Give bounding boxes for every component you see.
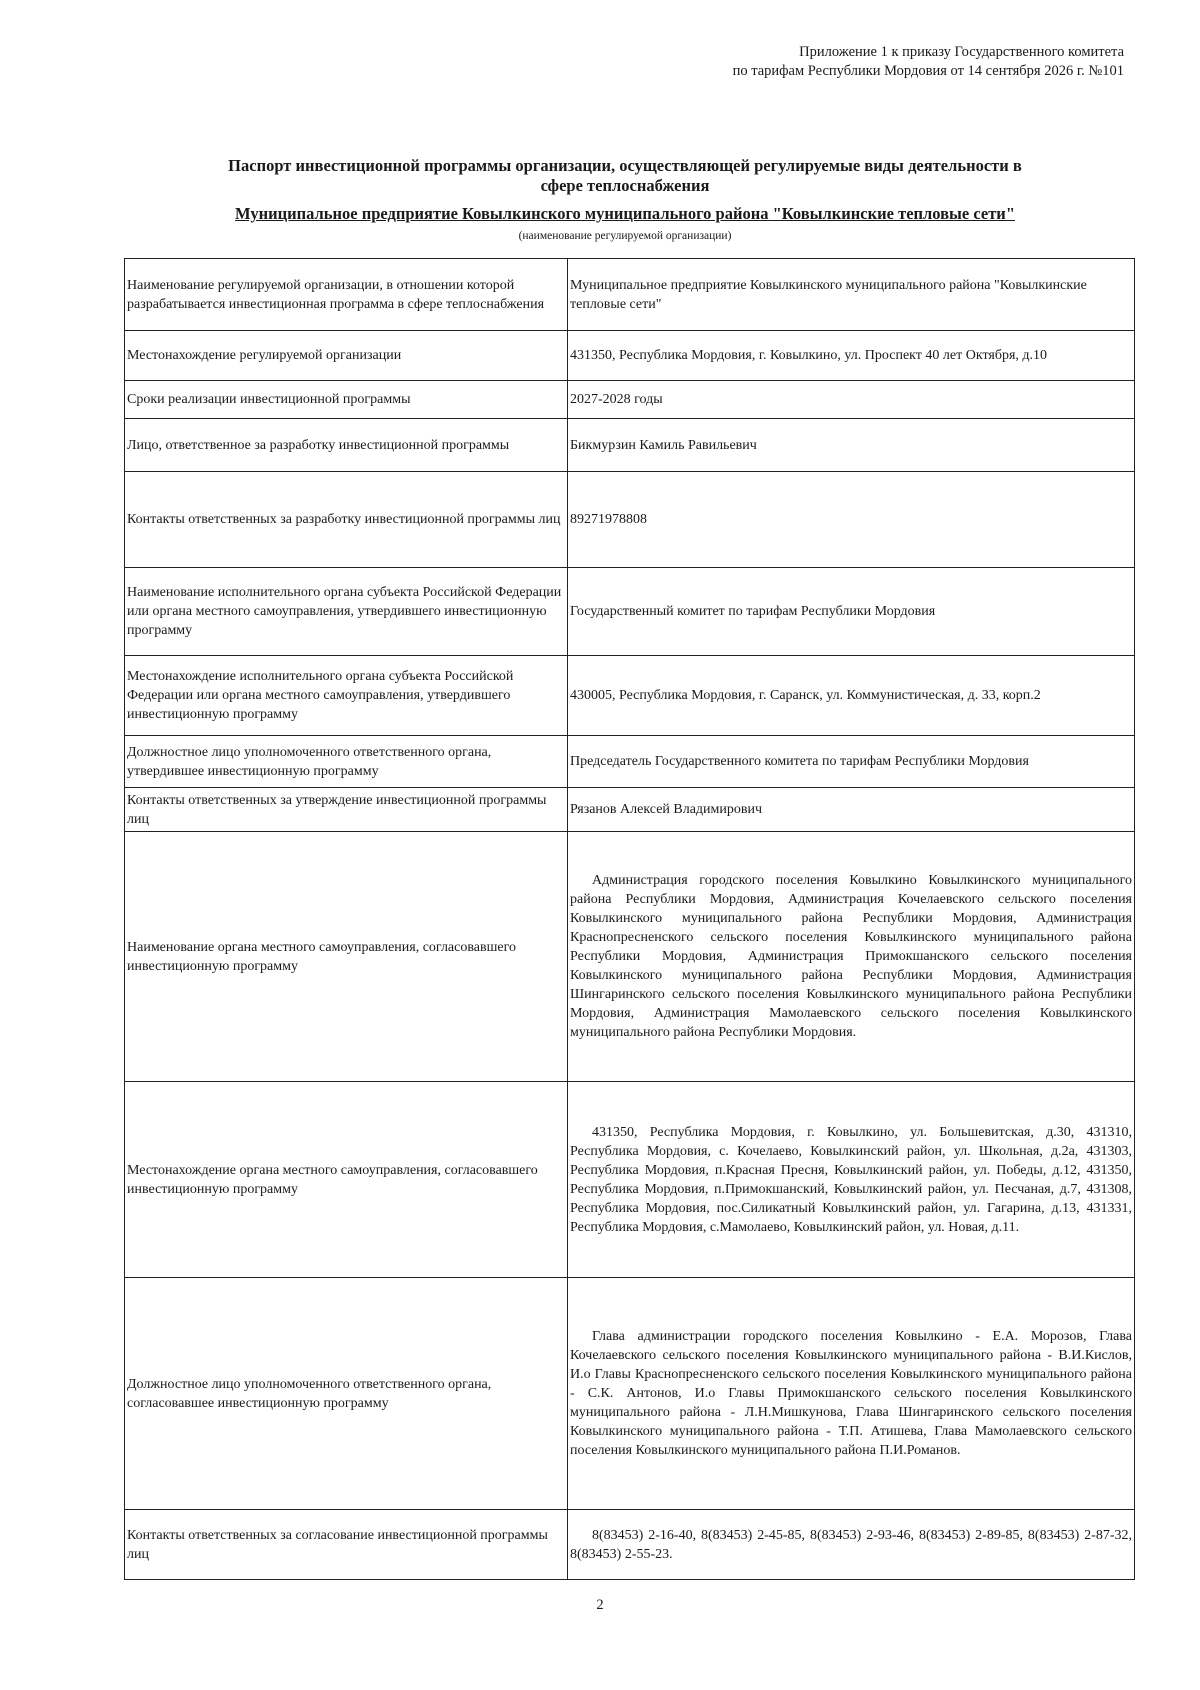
row-value: 430005, Республика Мордовия, г. Саранск, ул. Коммунистическая, д. 33, корп.2 [568,656,1135,736]
row-value: Бикмурзин Камиль Равильевич [568,419,1135,472]
page-number: 2 [596,1597,604,1613]
table-row [125,381,1135,419]
organization-caption: (наименование регулируемой организации) [518,230,732,242]
row-value: Муниципальное предприятие Ковылкинского муниципального района "Ковылкинские тепловые сети" [568,259,1135,331]
table-row [125,259,1135,331]
row-label: Местонахождение исполнительного органа субъекта Российской Федерации или органа местного самоуправления, утвердившего инвестиционную программу [125,656,568,736]
row-value: Администрация городского поселения Ковылкино Ковылкинского муниципального района Республики Мордовия, Администрация Кочелаевского сельского поселения Ковылкинского муниципального района Республики Мордовия, Администрация Краснопресненского сельского поселения Ковылкинского муниципального района Республики Мордовия, Администрация Примокшанского сельского поселения Ковылкинского муниципального района Республики Мордовия, Администрация Шингаринского сельского поселения Ковылкинского муниципального района Республики Мордовия, Администрация Мамолаевского сельского поселения Ковылкинского муниципального района Республики Мордовия. [568,832,1135,1082]
row-label: Контакты ответственных за разработку инвестиционной программы лиц [125,472,568,568]
row-label: Местонахождение органа местного самоуправления, согласовавшего инвестиционную программу [125,1082,568,1278]
appendix-line-1: Приложение 1 к приказу Государственного комитета [799,44,1124,60]
row-label: Лицо, ответственное за разработку инвестиционной программы [125,419,568,472]
organization-name: Муниципальное предприятие Ковылкинского муниципального района "Ковылкинские тепловые сети" [235,204,1015,223]
row-value: Председатель Государственного комитета по тарифам Республики Мордовия [568,736,1135,788]
row-label: Должностное лицо уполномоченного ответственного органа, согласовавшее инвестиционную программу [125,1278,568,1510]
table-row [125,656,1135,736]
row-label: Местонахождение регулируемой организации [125,331,568,381]
table-row [125,832,1135,1082]
appendix-line-2: по тарифам Республики Мордовия от 14 сентября 2026 г. №101 [732,63,1124,79]
row-value: 8(83453) 2-16-40, 8(83453) 2-45-85, 8(83453) 2-93-46, 8(83453) 2-89-85, 8(83453) 2-87-32, 8(83453) 2-55-23. [568,1510,1135,1580]
table-row [125,788,1135,832]
table-row [125,331,1135,381]
table-row [125,472,1135,568]
row-label: Должностное лицо уполномоченного ответственного органа, утвердившее инвестиционную программу [125,736,568,788]
row-label: Наименование исполнительного органа субъекта Российской Федерации или органа местного самоуправления, утвердившего инвестиционную программу [125,568,568,656]
row-value: Глава администрации городского поселения Ковылкино - Е.А. Морозов, Глава Кочелаевского сельского поселения Ковылкинского муниципального района - В.И.Кислов, И.о Главы Краснопресненского сельского поселения Ковылкинского муниципального района - С.К. Антонов, И.о Главы Примокшанского сельского поселения Ковылкинского муниципального района - Л.Н.Мишкунова, Глава Шингаринского сельского поселения Ковылкинского муниципального района - Т.П. Атишева, Глава Мамолаевского сельского поселения Ковылкинского муниципального района П.И.Романов. [568,1278,1135,1510]
row-value: 2027-2028 годы [568,381,1135,419]
table-row [125,568,1135,656]
document-title-line-2: сфере теплоснабжения [540,176,710,195]
row-label: Контакты ответственных за согласование инвестиционной программы лиц [125,1510,568,1580]
row-label: Наименование органа местного самоуправления, согласовавшего инвестиционную программу [125,832,568,1082]
row-label: Контакты ответственных за утверждение инвестиционной программы лиц [125,788,568,832]
table-row [125,1510,1135,1580]
row-label: Наименование регулируемой организации, в отношении которой разрабатывается инвестиционная программа в сфере теплоснабжения [125,259,568,331]
appendix-reference [733,43,1124,81]
row-value: 89271978808 [568,472,1135,568]
row-value: 431350, Республика Мордовия, г. Ковылкино, ул. Большевитская, д.30, 431310, Республика Мордовия, с. Кочелаево, Ковылкинский район, ул. Школьная, д.2а, 431303, Республика Мордовия, п.Красная Пресня, Ковылкинский район, ул. Победы, д.12, 431350, Республика Мордовия, п.Примокшанский, Ковылкинский район, ул. Песчаная, д.7, 431308, Республика Мордовия, пос.Силикатный Ковылкинский район, ул. Гагарина, д.13, 431331, Республика Мордовия, с.Мамолаево, Ковылкинский район, ул. Новая, д.11. [568,1082,1135,1278]
document-title [150,156,1100,196]
table-row [125,736,1135,788]
document-title-line-1: Паспорт инвестиционной программы организации, осуществляющей регулируемые виды деятельности в [228,156,1022,175]
row-label: Сроки реализации инвестиционной программы [125,381,568,419]
row-value: Государственный комитет по тарифам Республики Мордовия [568,568,1135,656]
row-value: 431350, Республика Мордовия, г. Ковылкино, ул. Проспект 40 лет Октября, д.10 [568,331,1135,381]
table-row [125,1082,1135,1278]
table-row [125,419,1135,472]
passport-table [124,258,1135,1580]
table-row [125,1278,1135,1510]
row-value: Рязанов Алексей Владимирович [568,788,1135,832]
